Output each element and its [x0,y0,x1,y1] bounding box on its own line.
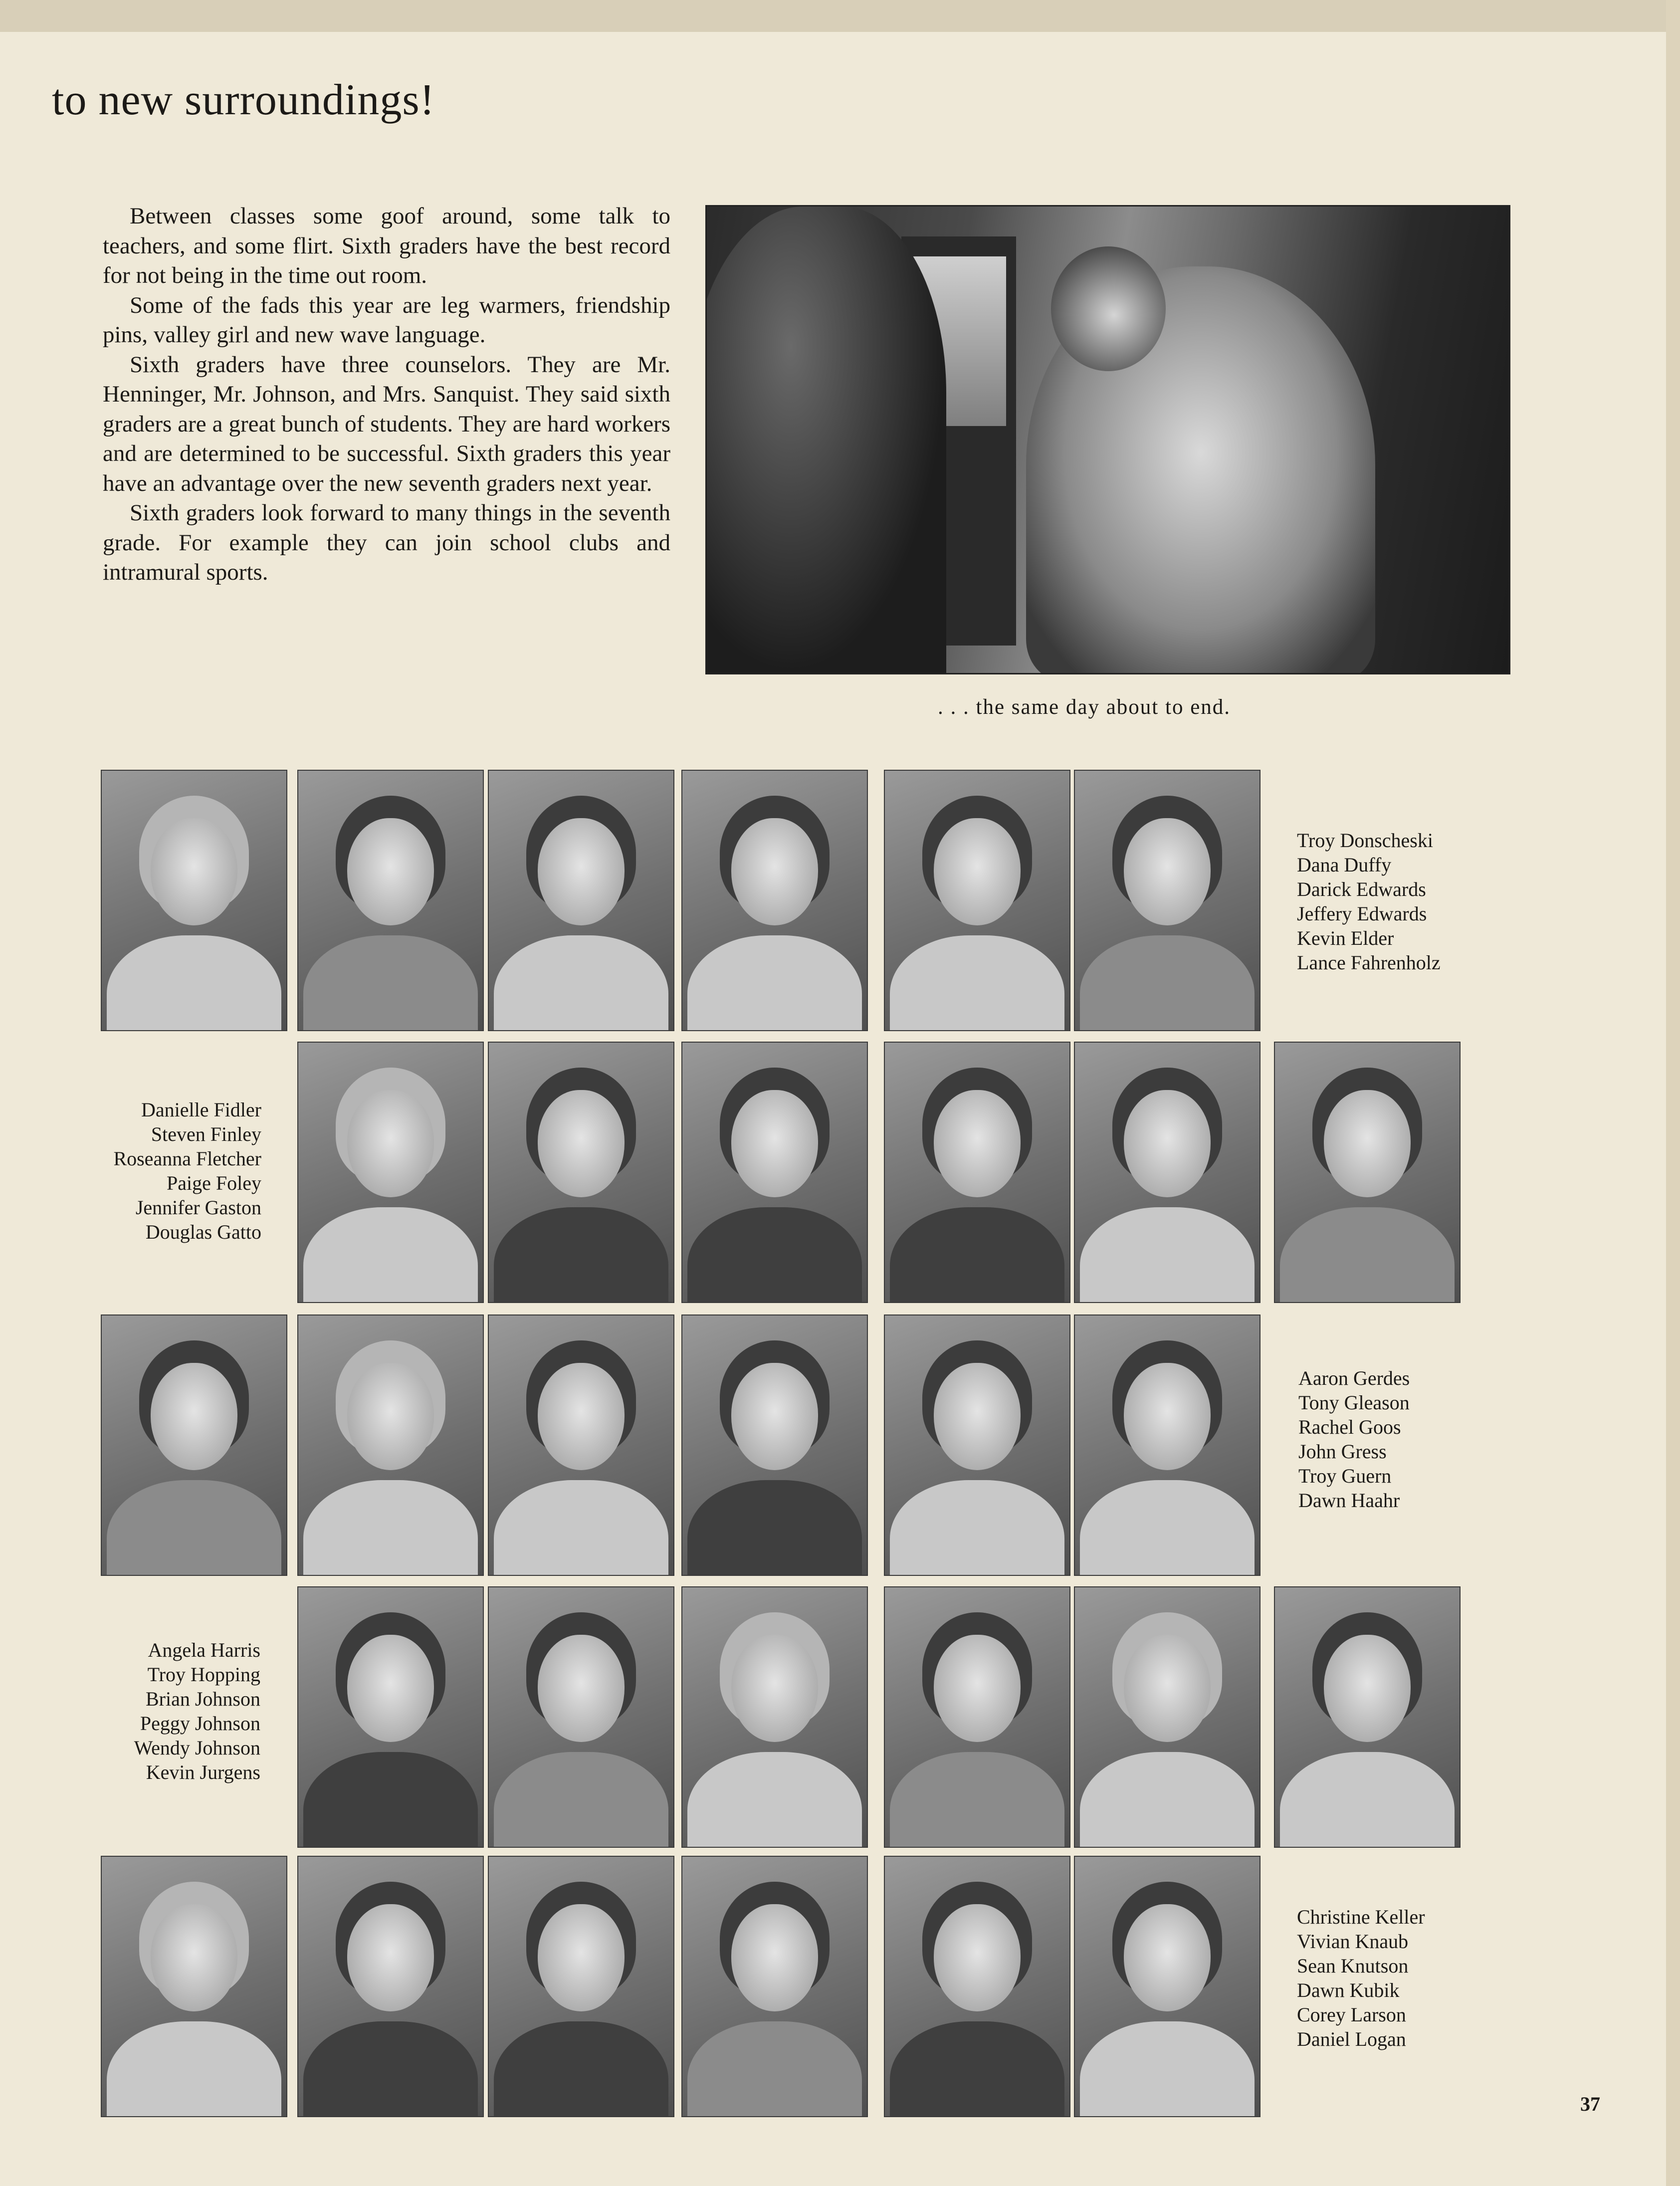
page-headline: to new surroundings! [52,76,435,124]
hallway-photo [705,205,1510,674]
student-name: Danielle Fidler [141,1098,261,1121]
student-name: Kevin Elder [1297,927,1394,949]
student-portrait [884,1042,1070,1303]
student-portrait [297,1856,484,2117]
name-list [42,1097,261,1244]
student-name: Dawn Haahr [1298,1489,1400,1512]
student-name: Vivian Knaub [1297,1930,1409,1953]
student-name: Angela Harris [148,1639,260,1661]
body-text [103,202,670,588]
page-top-edge [0,0,1680,32]
student-portrait [297,1042,484,1303]
student-name: Roseanna Fletcher [113,1147,261,1170]
student-name: Sean Knutson [1297,1955,1409,1977]
student-name: Lance Fahrenholz [1297,951,1441,974]
page-number: 37 [1580,2093,1600,2115]
student-head [1051,246,1166,371]
student-portrait [297,770,484,1031]
name-list [1297,1905,1496,2051]
student-portrait [297,1586,484,1848]
student-portrait [101,770,287,1031]
student-name: Tony Gleason [1298,1391,1410,1414]
student-portrait [488,770,674,1031]
student-name: Troy Guern [1298,1465,1392,1487]
name-list [1297,828,1496,975]
student-name: Troy Donscheski [1297,829,1433,852]
student-portrait [884,1586,1070,1848]
student-portrait [1274,1042,1461,1303]
student-portrait [681,1314,868,1576]
body-paragraph: Some of the fads this year are leg warmers, friendship pins, valley girl and new wave language. [103,292,670,348]
student-name: Daniel Logan [1297,2028,1406,2050]
student-name: Peggy Johnson [140,1712,260,1735]
body-paragraph: Between classes some goof around, some talk to teachers, and some flirt. Sixth graders have the best record for not being in the time out room. [103,203,670,288]
student-name: Aaron Gerdes [1298,1367,1410,1389]
student-portrait [488,1586,674,1848]
student-portrait [884,1856,1070,2117]
student-name: Paige Foley [167,1172,261,1194]
student-name: Wendy Johnson [134,1737,260,1759]
student-name: Kevin Jurgens [146,1761,260,1783]
student-portrait [101,1314,287,1576]
student-portrait [1074,1856,1260,2117]
student-portrait [681,770,868,1031]
student-portrait [488,1042,674,1303]
student-portrait [297,1314,484,1576]
student-portrait [1074,1042,1260,1303]
body-paragraph: Sixth graders look forward to many things in the seventh grade. For example they can join school clubs and intramural sports. [103,500,670,585]
student-figure [705,207,946,673]
student-name: Douglas Gatto [145,1221,261,1243]
student-name: Jeffery Edwards [1297,902,1427,925]
student-portrait [884,770,1070,1031]
student-portrait [1074,1314,1260,1576]
student-name: Brian Johnson [146,1688,260,1710]
student-portrait [1074,1586,1260,1848]
student-name: Christine Keller [1297,1906,1425,1928]
student-portrait [681,1042,868,1303]
student-name: Steven Finley [151,1123,261,1145]
student-name: Rachel Goos [1298,1416,1401,1438]
page-binding-edge [1666,0,1680,2186]
name-list [1298,1366,1498,1513]
student-portrait [681,1856,868,2117]
student-portrait [681,1586,868,1848]
student-portrait [884,1314,1070,1576]
student-portrait [488,1314,674,1576]
body-paragraph: Sixth graders have three counselors. They are Mr. Henninger, Mr. Johnson, and Mrs. Sanquist. They said sixth graders are a great bunch of students. They are hard workers and are determined to be successful. Sixth graders this year have an advantage over the new seventh graders next year. [103,351,670,496]
student-portrait [1074,770,1260,1031]
student-name: Jennifer Gaston [135,1196,261,1219]
photo-caption: . . . the same day about to end. [938,695,1231,719]
name-list [41,1638,260,1784]
student-name: Darick Edwards [1297,878,1426,900]
student-name: Dana Duffy [1297,854,1392,876]
student-name: Dawn Kubik [1297,1979,1400,2001]
student-name: Corey Larson [1297,2003,1406,2026]
student-name: John Gress [1298,1440,1387,1463]
student-portrait [101,1856,287,2117]
student-portrait [488,1856,674,2117]
student-portrait [1274,1586,1461,1848]
student-name: Troy Hopping [147,1663,260,1686]
